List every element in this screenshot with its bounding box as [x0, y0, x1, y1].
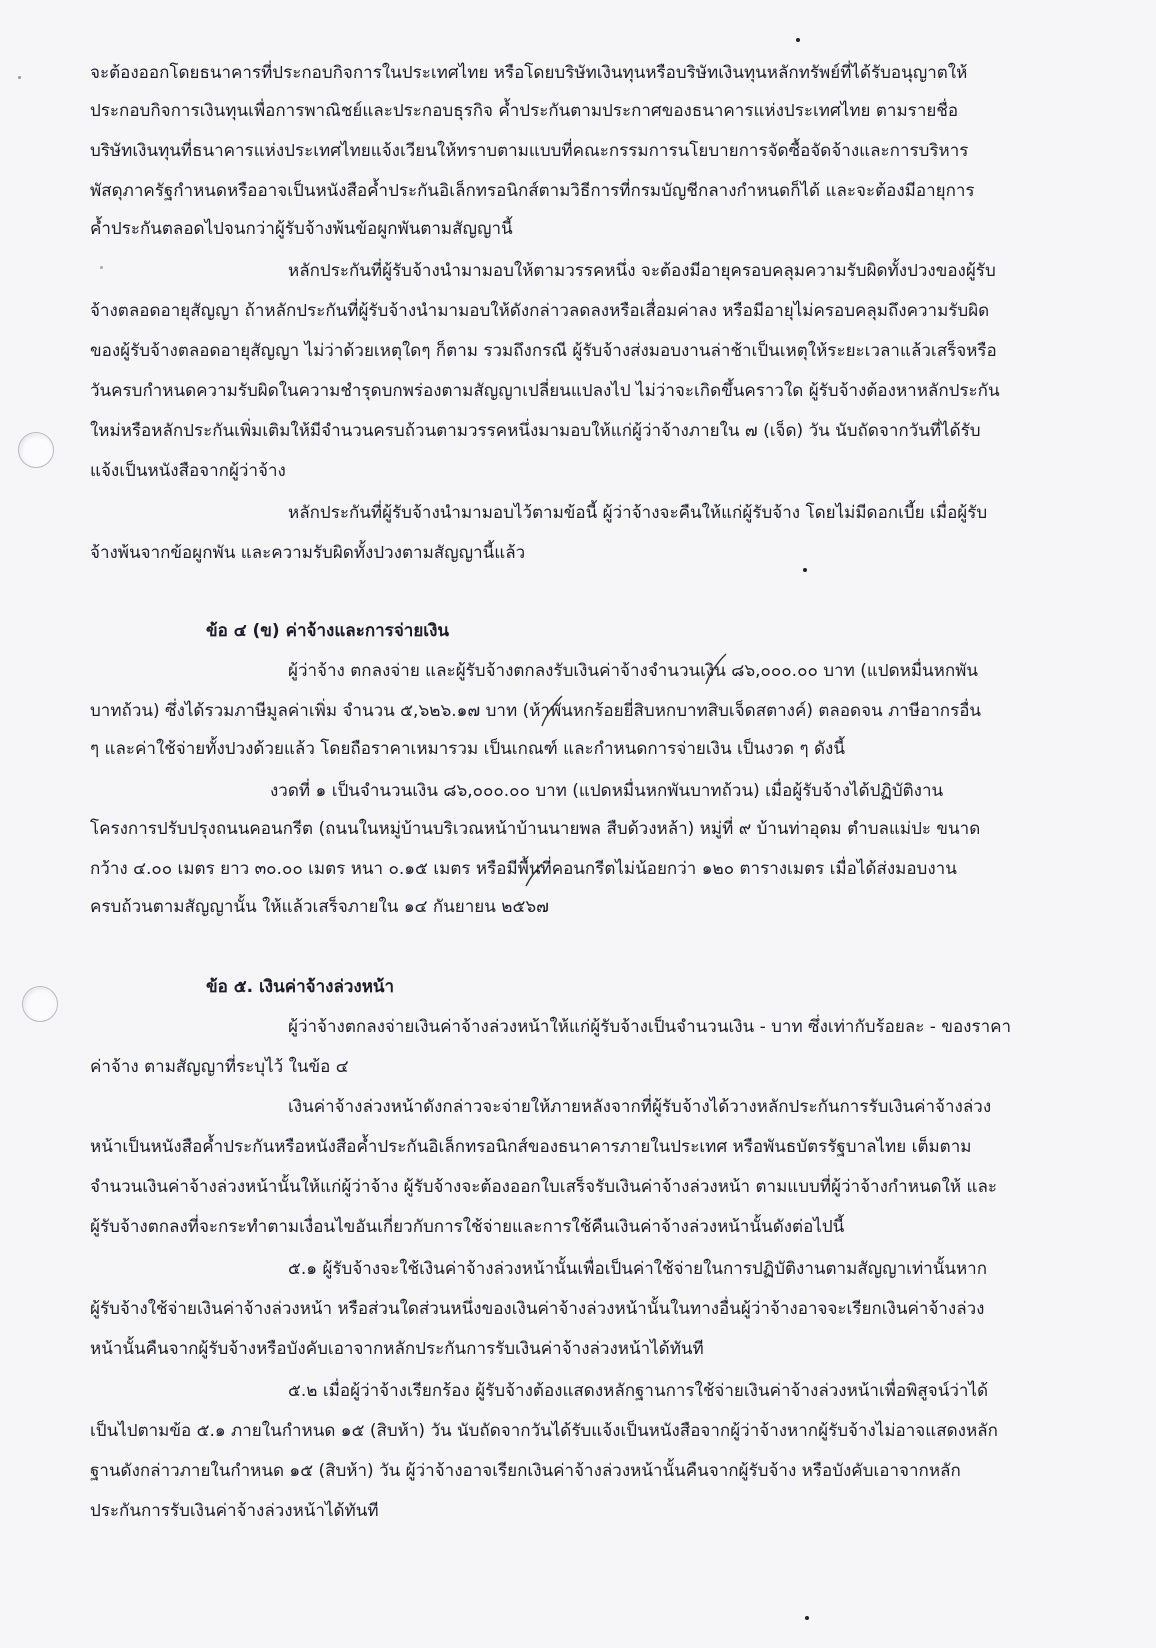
body-line: ประกอบกิจการเงินทุนเพื่อการพาณิชย์และประกอบธุรกิจ ค้ำประกันตามประกาศของธนาคารแห่งประเทศไทย ตามรายชื่อ: [90, 101, 959, 121]
body-line: ครบถ้วนตามสัญญานั้น ให้แล้วเสร็จภายใน ๑๔ กันยายน ๒๕๖๗: [90, 897, 549, 917]
body-line: แจ้งเป็นหนังสือจากผู้ว่าจ้าง: [90, 461, 286, 481]
body-line: จ้างตลอดอายุสัญญา ถ้าหลักประกันที่ผู้รับจ้างนำมามอบให้ดังกล่าวลดลงหรือเสื่อมค่าลง หรือมีอายุไม่ครอบคลุมถึงความรับผิด: [90, 301, 990, 321]
body-line: ผู้ว่าจ้างตกลงจ่ายเงินค่าจ้างล่วงหน้าให้แก่ผู้รับจ้างเป็นจำนวนเงิน - บาท ซึ่งเท่ากับร้อยละ - ของราคา: [288, 1017, 1012, 1037]
stray-dot: [803, 568, 807, 572]
punch-hole-bottom: [22, 986, 58, 1022]
clause-4-heading: ข้อ ๔ (ข) ค่าจ้างและการจ่ายเงิน: [206, 621, 450, 641]
body-line: หลักประกันที่ผู้รับจ้างนำมามอบให้ตามวรรคหนึ่ง จะต้องมีอายุครอบคลุมความรับผิดทั้งปวงของผู้รับ: [288, 261, 996, 281]
body-line: โครงการปรับปรุงถนนคอนกรีต (ถนนในหมู่บ้านบริเวณหน้าบ้านนายพล สืบด้วงหล้า) หมู่ที่ ๙ บ้านท่าอุดม ตำบลแม่ปะ ขนาด: [90, 819, 981, 839]
stray-dot: [18, 76, 21, 79]
clause-5-heading: ข้อ ๕. เงินค่าจ้างล่วงหน้า: [206, 977, 395, 997]
body-line: พัสดุภาครัฐกำหนดหรืออาจเป็นหนังสือค้ำประกันอิเล็กทรอนิกส์ตามวิธีการที่กรมบัญชีกลางกำหนดก็ได้ และจะต้องมีอายุการ: [90, 181, 975, 201]
body-line: เป็นไปตามข้อ ๕.๑ ภายในกำหนด ๑๕ (สิบห้า) วัน นับถัดจากวันได้รับแจ้งเป็นหนังสือจากผู้ว่าจ้างหากผู้รับจ้างไม่อาจแสดงหลัก: [90, 1421, 998, 1441]
body-line: หน้าเป็นหนังสือค้ำประกันหรือหนังสือค้ำประกันอิเล็กทรอนิกส์ของธนาคารภายในประเทศ หรือพันธบัตรรัฐบาลไทย เต็มตาม: [90, 1137, 972, 1157]
body-line: ผู้รับจ้างตกลงที่จะกระทำตามเงื่อนไขอันเกี่ยวกับการใช้จ่ายและการใช้คืนเงินค่าจ้างล่วงหน้านั้นดังต่อไปนี้: [90, 1217, 845, 1237]
body-line: จำนวนเงินค่าจ้างล่วงหน้านั้นให้แก่ผู้ว่าจ้าง ผู้รับจ้างจะต้องออกใบเสร็จรับเงินค่าจ้างล่วงหน้า ตามแบบที่ผู้ว่าจ้างกำหนดให้ และ: [90, 1177, 998, 1197]
body-line: ค่าจ้าง ตามสัญญาที่ระบุไว้ ในข้อ ๔: [90, 1057, 349, 1077]
body-line: จ้างพ้นจากข้อผูกพัน และความรับผิดทั้งปวงตามสัญญานี้แล้ว: [90, 543, 526, 563]
stray-dot: [805, 1616, 809, 1620]
body-line: บริษัทเงินทุนที่ธนาคารแห่งประเทศไทยแจ้งเวียนให้ทราบตามแบบที่คณะกรรมการนโยบายการจัดซื้อจัดจ้างและการบริหาร: [90, 141, 969, 161]
body-line: ของผู้รับจ้างตลอดอายุสัญญา ไม่ว่าด้วยเหตุใดๆ ก็ตาม รวมถึงกรณี ผู้รับจ้างส่งมอบงานล่าช้าเป็นเหตุให้ระยะเวลาแล้วเสร็จหรือ: [90, 341, 997, 361]
body-line: ๆ และค่าใช้จ่ายทั้งปวงด้วยแล้ว โดยถือราคาเหมารวม เป็นเกณฑ์ และกำหนดการจ่ายเงิน เป็นงวด ๆ ดังนี้: [90, 739, 845, 759]
body-line: ผู้ว่าจ้าง ตกลงจ่าย และผู้รับจ้างตกลงรับเงินค่าจ้างจำนวนเงิน ๘๖,๐๐๐.๐๐ บาท (แปดหมื่นหกพัน: [288, 661, 978, 681]
body-line: ผู้รับจ้างใช้จ่ายเงินค่าจ้างล่วงหน้า หรือส่วนใดส่วนหนึ่งของเงินค่าจ้างล่วงหน้านั้นในทางอื่นผู้ว่าจ้างอาจจะเรียกเงินค่าจ้างล่วง: [90, 1299, 985, 1319]
body-line: วันครบกำหนดความรับผิดในความชำรุดบกพร่องตามสัญญาเปลี่ยนแปลงไป ไม่ว่าจะเกิดขึ้นคราวใด ผู้รับจ้างต้องหาหลักประกัน: [90, 381, 1000, 401]
body-line: หน้านั้นคืนจากผู้รับจ้างหรือบังคับเอาจากหลักประกันการรับเงินค่าจ้างล่วงหน้าได้ทันที: [90, 1339, 704, 1359]
body-line: ประกันการรับเงินค่าจ้างล่วงหน้าได้ทันที: [90, 1501, 379, 1521]
body-line: บาทถ้วน) ซึ่งได้รวมภาษีมูลค่าเพิ่ม จำนวน ๕,๖๒๖.๑๗ บาท (ห้าพันหกร้อยยี่สิบหกบาทสิบเจ็ดสตางค์) ตลอดจน ภาษีอากรอื่น: [90, 701, 982, 721]
body-line: ๕.๑ ผู้รับจ้างจะใช้เงินค่าจ้างล่วงหน้านั้นเพื่อเป็นค่าใช้จ่ายในการปฏิบัติงานตามสัญญาเท่านั้นหาก: [288, 1259, 988, 1279]
body-line: หลักประกันที่ผู้รับจ้างนำมามอบไว้ตามข้อนี้ ผู้ว่าจ้างจะคืนให้แก่ผู้รับจ้าง โดยไม่มีดอกเบี้ย เมื่อผู้รับ: [288, 503, 988, 523]
stray-dot: [796, 38, 800, 42]
body-line: เงินค่าจ้างล่วงหน้าดังกล่าวจะจ่ายให้ภายหลังจากที่ผู้รับจ้างได้วางหลักประกันการรับเงินค่าจ้างล่วง: [288, 1097, 992, 1117]
body-line: ค้ำประกันตลอดไปจนกว่าผู้รับจ้างพ้นข้อผูกพันตามสัญญานี้: [90, 219, 513, 239]
body-line: จะต้องออกโดยธนาคารที่ประกอบกิจการในประเทศไทย หรือโดยบริษัทเงินทุนหรือบริษัทเงินทุนหลักทรัพย์ที่ได้รับอนุญาตให้: [90, 63, 968, 83]
body-line: ๕.๒ เมื่อผู้ว่าจ้างเรียกร้อง ผู้รับจ้างต้องแสดงหลักฐานการใช้จ่ายเงินค่าจ้างล่วงหน้าเพื่อพิสูจน์ว่าได้: [288, 1381, 989, 1401]
punch-hole-top: [18, 432, 54, 468]
body-line: ฐานดังกล่าวภายในกำหนด ๑๕ (สิบห้า) วัน ผู้ว่าจ้างอาจเรียกเงินค่าจ้างล่วงหน้านั้นคืนจากผู้รับจ้าง หรือบังคับเอาจากหลัก: [90, 1461, 961, 1481]
stray-dot: [100, 266, 103, 269]
body-line: กว้าง ๔.๐๐ เมตร ยาว ๓๐.๐๐ เมตร หนา ๐.๑๕ เมตร หรือมีพื้นที่คอนกรีตไม่น้อยกว่า ๑๒๐ ตารางเมตร เมื่อได้ส่งมอบงาน: [90, 859, 957, 879]
body-line: งวดที่ ๑ เป็นจำนวนเงิน ๘๖,๐๐๐.๐๐ บาท (แปดหมื่นหกพันบาทถ้วน) เมื่อผู้รับจ้างได้ปฏิบัติงาน: [270, 781, 944, 801]
body-line: ใหม่หรือหลักประกันเพิ่มเติมให้มีจำนวนครบถ้วนตามวรรคหนึ่งมามอบให้แก่ผู้ว่าจ้างภายใน ๗ (เจ็ด) วัน นับถัดจากวันที่ได้รับ: [90, 421, 981, 441]
